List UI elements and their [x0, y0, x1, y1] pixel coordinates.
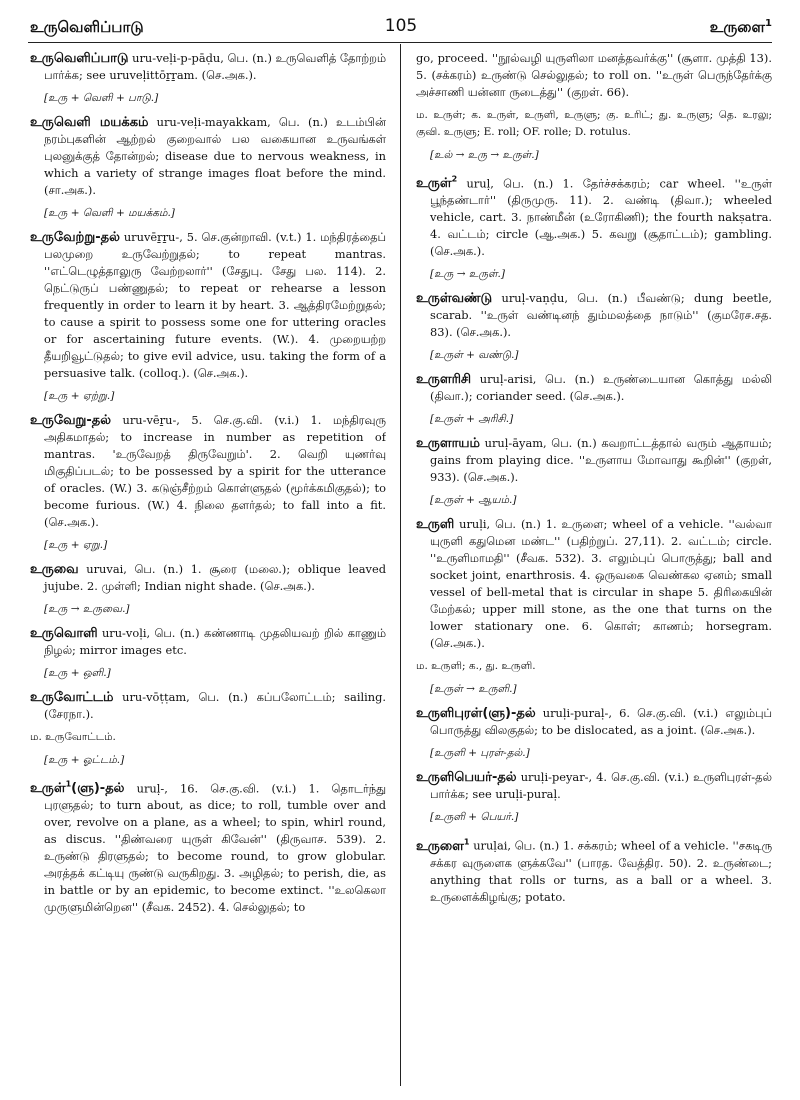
entry-etymology: [உல் → உரு → உருள்.]: [430, 149, 539, 161]
entry-cognates: ம. உருளி; க., து. உருளி.: [416, 660, 536, 673]
entry-definition: uruḷ-arisi, பெ. (n.) உருண்டையான கொத்து மல்லி (திவா.); coriander seed. (செ.அக.).: [430, 372, 772, 404]
entry-etymology: [உரு + ஓட்டம்.]: [44, 754, 125, 766]
column-divider: [400, 44, 401, 1086]
dictionary-entry: [30, 114, 386, 199]
dictionary-entry: [416, 371, 772, 405]
header-right-guideword: உருளை$^1$: [709, 18, 772, 36]
entry-definition: uruḷ-āyam, பெ. (n.) கவறாட்டத்தால் வரும் ஆதாயம்; gains from playing dice. ''உருளாய மோவாது கூறின்'' (குறள், 933). (செ.அக.).: [430, 436, 772, 485]
entry-headword: உருவேறு-தல்: [30, 413, 112, 428]
entry-etymology: [உருள் + ஆயம்.]: [430, 494, 517, 507]
entry-definition: uruḷai, பெ. (n.) 1. சக்கரம்; wheel of a vehicle. ''சகடிரு சக்கர வுருளைக ளுக்கவே'' (பாரத. வேத்திர. 50). 2. உருண்டை; anything that rolls or turns, as a ball or a wheel. 3. உருளைக்கிழங்கு; potato.: [430, 838, 772, 904]
entry-etymology: [உருளி + புரள்-தல்.]: [430, 747, 530, 760]
headword-superscript: 2: [451, 175, 458, 184]
right-column: [416, 50, 772, 1090]
header-left-guideword: உருவெளிப்பாடு: [30, 18, 144, 36]
entry-etymology: [உருள் → உருளி.]: [430, 683, 517, 696]
entry-definition: uruḷ-, 16. செ.கு.வி. (v.i.) 1. தொடர்ந்து புரளுதல்; to turn about, as dice; to roll, tumble over and over, revolve on a plane, as a wheel; to spin, whirl round, as discus. ''திண்வரை யுருள் கிவேன்'' (திருவாச. 539). 2. உருண்டு திரளுதல்; to become round, to grow globular. அரத்தக் கட்டியு ருண்டு வருகிறது. 3. அழிதல்; to perish, die, as in battle or by an epidemic, to become extinct. ''உலகெலா முருளுமின்றென'' (சீவக. 2452). 4. செல்லுதல்; to: [44, 781, 386, 915]
entry-cognates: ம. உருள்; க. உருள், உருளி, உருளு; கு. உரிட்; து. உருளு; தெ. உரலு; குவி. உருளு; E. roll; OF. rolle; D. rotulus.: [416, 109, 772, 138]
entry-etymology: [உரு + ஏறு.]: [44, 539, 108, 551]
entry-headword: உருவேற்று-தல்: [30, 230, 120, 245]
entry-headword: உருவொளி: [30, 626, 98, 641]
dictionary-entry: [30, 229, 386, 382]
page-header: [30, 10, 772, 38]
dictionary-entry: [416, 171, 772, 260]
entry-definition: uru-veḷi-mayakkam, பெ. (n.) உடம்பின் நரம்புகளின் ஆற்றல் குறைவால் பல வகையான உருவங்கள் புலனுக்குத் தோன்றல்; disease due to nervous weakness, in which a variety of strange images float before the mind. (சா.அக.).: [44, 115, 386, 197]
dictionary-entry: [30, 412, 386, 531]
dictionary-entry: [416, 705, 772, 739]
entry-etymology: [உரு → உருள்.]: [430, 268, 505, 281]
dictionary-entry: [416, 435, 772, 486]
entry-etymology: [உருள் + அரிசி.]: [430, 413, 514, 426]
headword-superscript: 1: [463, 837, 470, 847]
dictionary-entry: [416, 50, 772, 101]
entry-etymology: [உருளி + பெயர்.]: [430, 811, 519, 824]
dictionary-entry: [416, 769, 772, 803]
entry-headword: உருளி: [416, 517, 455, 533]
entry-etymology: [உரு + வெளி + மயக்கம்.]: [44, 207, 175, 219]
dictionary-entry: [30, 561, 386, 595]
entry-headword: உருளிபுரள்(ளு)-தல்: [416, 706, 536, 722]
dictionary-entry: [416, 833, 772, 905]
entry-headword: உருவோட்டம்: [30, 690, 114, 705]
entry-definition: uruḷ, பெ. (n.) 1. தேர்ச்சக்கரம்; car wheel. ''உருள் பூந்தண்டார்'' (திருமுரு. 11). 2. வண்டி (திவா.); wheeled vehicle, cart. 3. நாண்மீன் (உரோகிணி); the fourth nakṣatra. 4. வட்டம்; circle (ஆ.அக.) 5. கவறு (சூதாட்டம்); gambling. (செ.அக.).: [430, 176, 772, 259]
dictionary-entry: [30, 689, 386, 723]
entry-headword: உருள்$^1$(ளு)-தல்: [30, 780, 125, 797]
entry-headword: உருவை: [30, 562, 79, 577]
left-column: [30, 50, 386, 1090]
entry-definition: uru-voḷi, பெ. (n.) கண்ணாடி முதலியவற் றில் காணும் நிழல்; mirror images etc.: [44, 626, 386, 657]
entry-headword: உருளை$^1$: [416, 837, 470, 854]
entry-cognates: ம. உருவோட்டம்.: [30, 731, 116, 743]
header-rule: [28, 42, 772, 43]
dictionary-entry: [416, 516, 772, 652]
page-number: 105: [384, 16, 418, 36]
entry-headword: உருவெளி மயக்கம்: [30, 115, 149, 130]
entry-definition: uruḷi-puraḷ-, 6. செ.கு.வி. (v.i.) எலும்புப் பொருத்து விலகுதல்; to be dislocated, as a joint. (செ.அக.).: [430, 706, 772, 738]
entry-headword: உருளிபெயர்-தல்: [416, 770, 517, 786]
entry-headword: உருவெளிப்பாடு: [30, 51, 129, 66]
entry-headword: உருளரிசி: [416, 372, 472, 388]
entry-etymology: [உரு + ஒளி.]: [44, 667, 111, 679]
entry-etymology: [உரு + ஏற்று.]: [44, 390, 115, 402]
entry-headword: உருளாயம்: [416, 436, 480, 452]
dictionary-entry: [30, 776, 386, 916]
entry-definition: uru-vōṭṭam, பெ. (n.) கப்பலோட்டம்; sailing. (சேரநா.).: [44, 690, 386, 721]
entry-definition: uru-veḷi-p-pāḍu, பெ. (n.) உருவெளித் தோற்றம் பார்க்க; see uruveḷittōṟṟam. (செ.அக.).: [44, 51, 386, 82]
entry-etymology: [உரு + வெளி + பாடு.]: [44, 92, 159, 104]
headword-superscript: 1: [65, 780, 72, 789]
entry-definition: uruḷ-vaṇḍu, பெ. (n.) பீவண்டு; dung beetle, scarab. ''உருள் வண்டினந் தும்மலத்தை நாடும்'' (குமரேச.சத. 83). (செ.அக.).: [430, 291, 772, 340]
entry-definition: uruḷi, பெ. (n.) 1. உருளை; wheel of a vehicle. ''வல்வா யுருளி கதுமென மண்ட'' (பதிற்றுப். 27,11). 2. வட்டம்; circle. ''உருளிமாமதி'' (சீவக. 532). 3. எலும்புப் பொருத்து; ball and socket joint, enarthrosis. 4. ஒருவகை வெண்கல ஏனம்; small vessel of bell-metal that is circular in shape 5. திரிகையின் மேற்கல்; upper mill stone, as the one that turns on the lower stationary one. 6. கொள்; காணம்; horsegram. (செ.அக.).: [430, 517, 772, 651]
entry-definition: go, proceed. ''நூல்வழி யுருளிலா மனத்தவர்க்கு'' (சூளா. முத்தி 13). 5. (சக்கரம்) உருண்டு செல்லுதல்; to roll on. ''உருள் பெருந்தேர்க்கு அச்சாணி யன்னா ருடைத்து'' (குறள். 66).: [416, 51, 772, 99]
dictionary-entry: [30, 50, 386, 84]
entry-headword: உருள்$^2$: [416, 175, 458, 192]
entry-etymology: [உருள் + வண்டு.]: [430, 349, 519, 362]
dictionary-entry: [416, 290, 772, 341]
entry-etymology: [உரு → உருவை.]: [44, 603, 130, 615]
entry-definition: uruvai, பெ. (n.) 1. சூரை (மலை.); oblique leaved jujube. 2. முள்ளி; Indian night shade. (செ.அக.).: [44, 562, 386, 593]
entry-definition: uruvēṟṟu-, 5. செ.குன்றாவி. (v.t.) 1. மந்திரத்தைப் பலமுறை உருவேற்றுதல்; to repeat mantras. ''எட்டெழுத்தாலுரு வேற்றலார்'' (சேதுபு. சேது பல. 114). 2. நெட்டுருப் பண்ணுதல்; to repeat or rehearse a lesson frequently in order to learn it by heart. 3. ஆத்திரமேற்றுதல்; to cause a spirit to possess some one for uttering oracles or for ascertaining future events. (W.). 4. முறையற்ற தீயறிவூட்டுதல்; to give evil advice, usu. taking the form of a persuasive talk. (colloq.). (செ.அக.).: [44, 230, 386, 380]
entry-definition: uru-vēṟu-, 5. செ.கு.வி. (v.i.) 1. மந்திரவுரு அதிகமாதல்; to increase in number as repetition of mantras. 'உருவேறத் திருவேறும்'. 2. வெறி யுணர்வு மிகுதிப்படல்; to be possessed by a spirit for the utterance of oracles. (W.) 3. கடுஞ்சீற்றம் கொள்ளுதல் (மூர்க்கமிகுதல்); to become furious. (W.) 4. நிலை தளர்தல்; to fall into a fit. (செ.அக.).: [44, 413, 386, 529]
dictionary-entry: [30, 625, 386, 659]
entry-definition: uruḷi-peyar-, 4. செ.கு.வி. (v.i.) உருளிபுரள்-தல் பார்க்க; see uruḷi-puraḷ.: [430, 770, 772, 802]
entry-headword: உருள்வண்டு: [416, 291, 493, 307]
